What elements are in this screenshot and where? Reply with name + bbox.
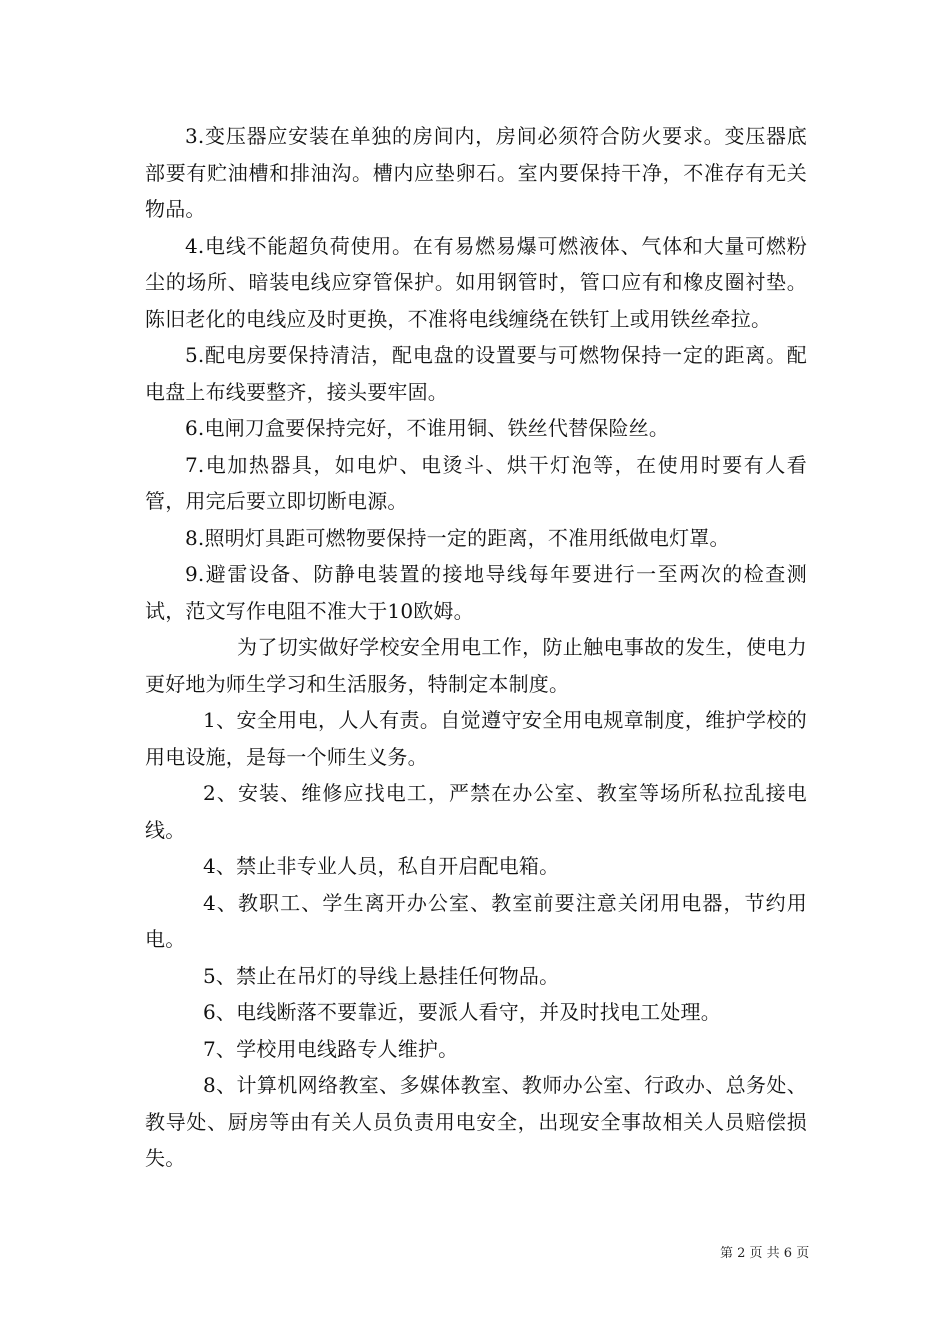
rule-5: 5、禁止在吊灯的导线上悬挂任何物品。	[203, 963, 560, 988]
rule-4b: 4、教职工、学生离开办公室、教室前要注意关闭用电器，节约用电。	[145, 890, 807, 951]
rule-1: 1、安全用电，人人有责。自觉遵守安全用电规章制度，维护学校的用电设施，是每一个师生义务。	[145, 708, 807, 769]
rule-8: 8、计算机网络教室、多媒体教室、教师办公室、行政办、总务处、教导处、厨房等由有关人员负责用电安全，出现安全事故相关人员赔偿损失。	[145, 1073, 807, 1170]
paragraph-9: 9.避雷设备、防静电装置的接地导线每年要进行一至两次的检查测试，范文写作电阻不准大于10欧姆。	[145, 562, 807, 623]
rule-7: 7、学校用电线路专人维护。	[203, 1036, 459, 1061]
page-number: 第 2 页 共 6 页	[720, 1246, 810, 1261]
paragraph-3: 3.变压器应安装在单独的房间内，房间必须符合防火要求。变压器底部要有贮油槽和排油沟。槽内应垫卵石。室内要保持干净，不准存有无关物品。	[145, 124, 807, 221]
document-body	[145, 118, 807, 1177]
paragraph-8: 8.照明灯具距可燃物要保持一定的距离，不准用纸做电灯罩。	[185, 525, 730, 550]
paragraph-6: 6.电闸刀盒要保持完好，不谁用铜、铁丝代替保险丝。	[185, 416, 670, 440]
rule-2: 2、安装、维修应找电工，严禁在办公室、教室等场所私拉乱接电线。	[145, 781, 807, 842]
rule-4a: 4、禁止非专业人员，私自开启配电箱。	[203, 854, 560, 878]
paragraph-4: 4.电线不能超负荷使用。在有易燃易爆可燃液体、气体和大量可燃粉尘的场所、暗装电线应穿管保护。如用钢管时，管口应有和橡皮圈衬垫。陈旧老化的电线应及时更换，不准将电线缠绕在铁钉上或用铁丝牵拉。	[145, 233, 807, 331]
paragraph-5: 5.配电房要保持清洁，配电盘的设置要与可燃物保持一定的距离。配电盘上布线要整齐，接头要牢固。	[145, 343, 807, 404]
paragraph-7: 7.电加热器具，如电炉、电烫斗、烘干灯泡等，在使用时要有人看管，用完后要立即切断电源。	[145, 452, 807, 513]
rule-6: 6、电线断落不要靠近，要派人看守，并及时找电工处理。	[203, 1000, 721, 1024]
paragraph-intro: 为了切实做好学校安全用电工作，防止触电事故的发生，使电力更好地为师生学习和生活服务，特制定本制度。	[145, 635, 807, 696]
